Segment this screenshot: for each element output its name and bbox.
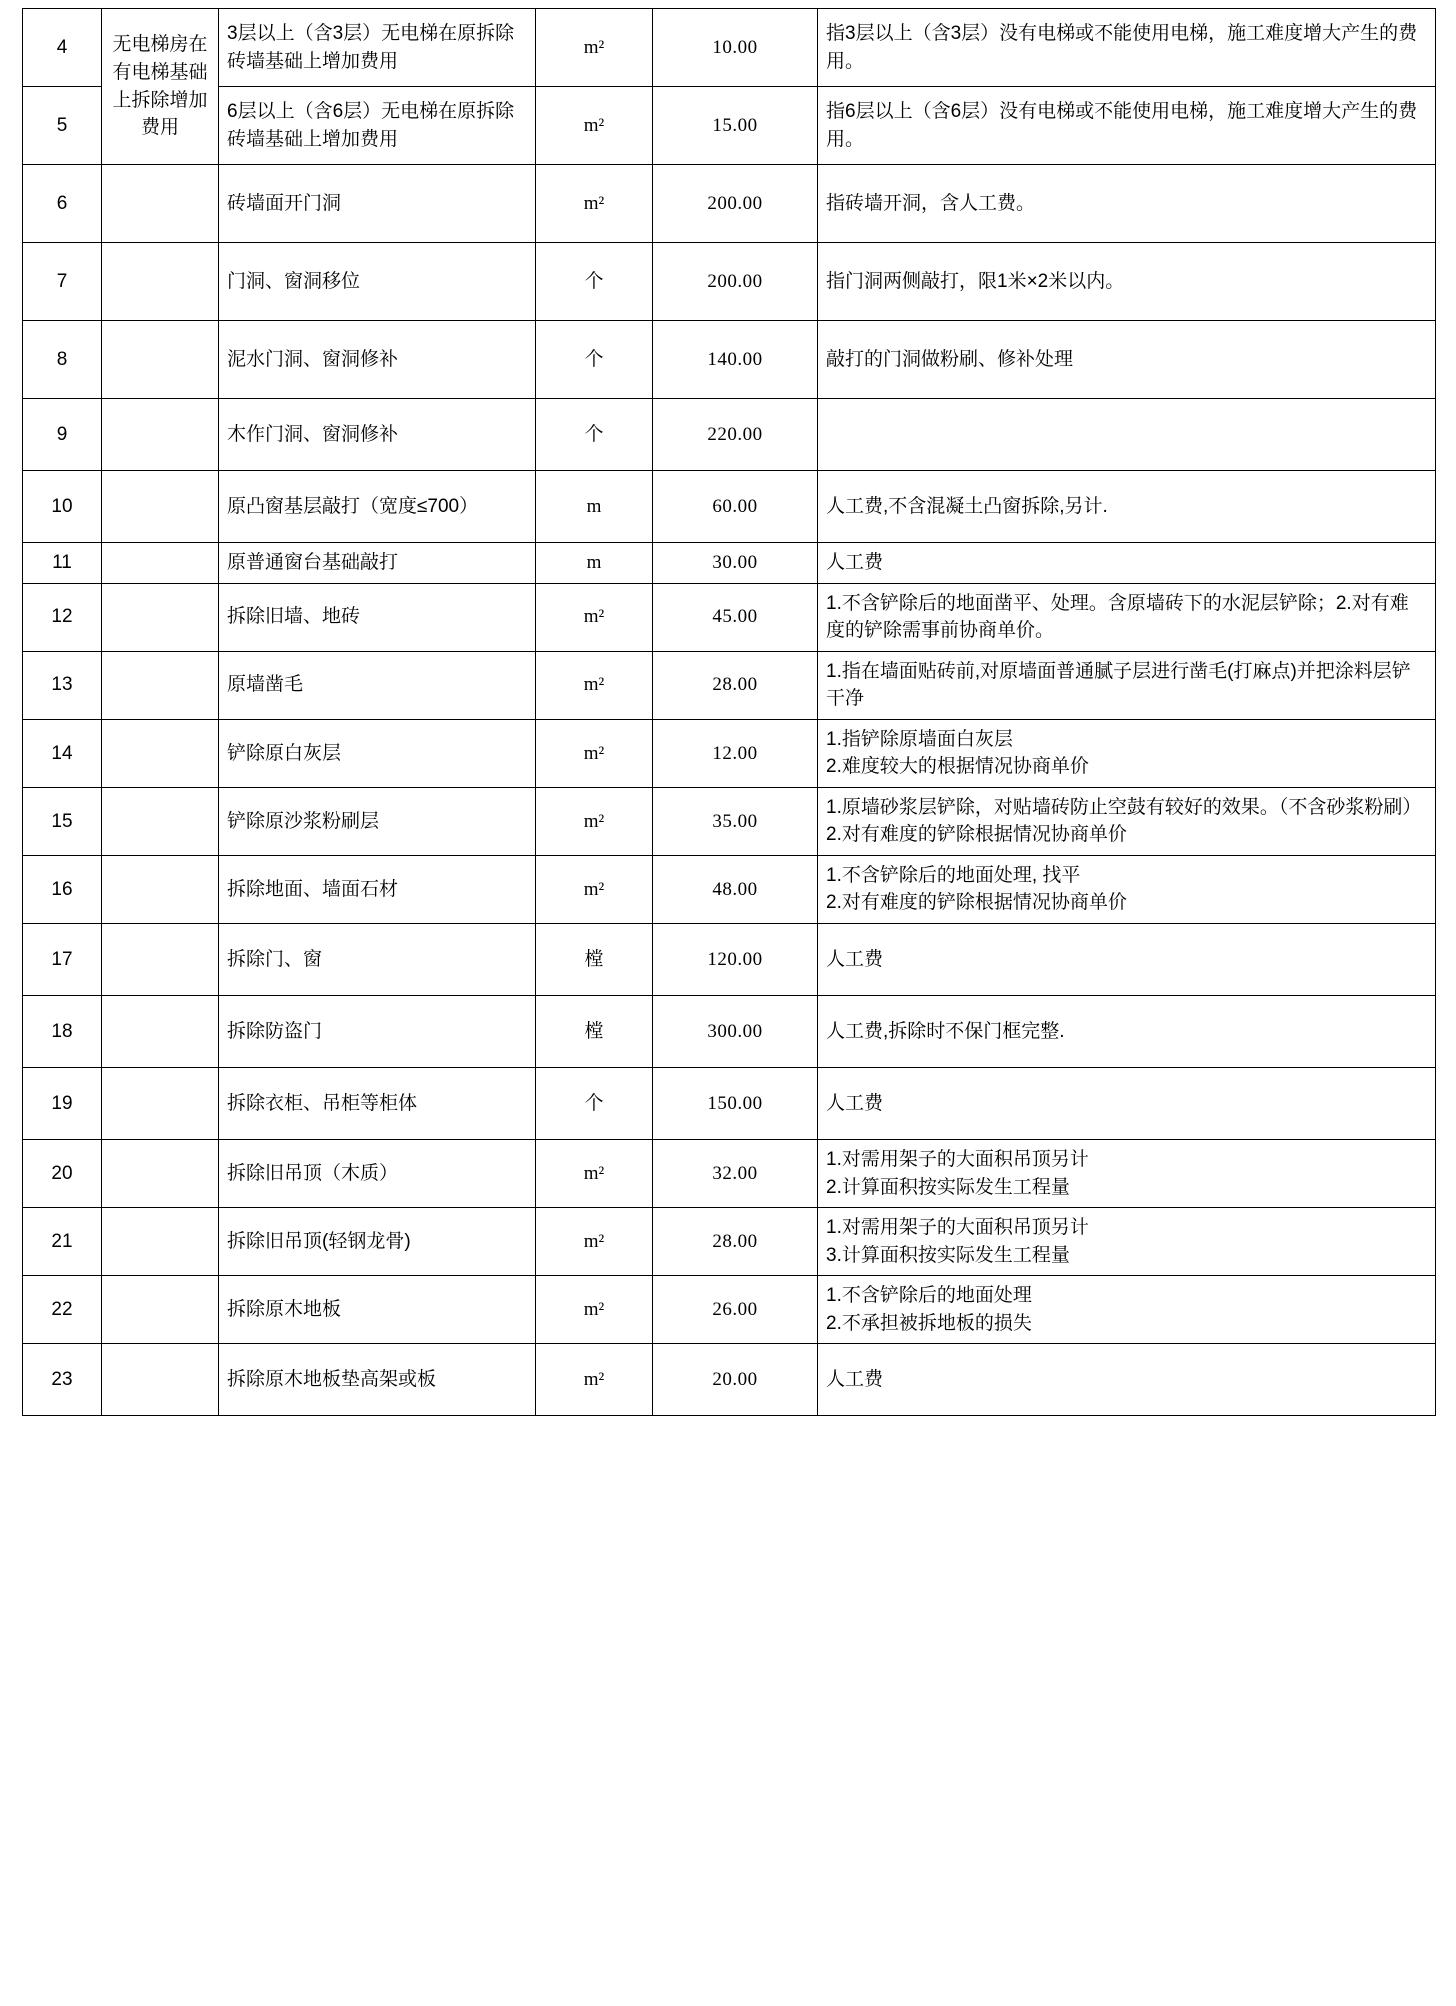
item-remark [818, 924, 1436, 996]
row-group [102, 165, 219, 243]
row-number: 9 [23, 399, 102, 471]
table-row [23, 996, 1436, 1068]
row-number: 4 [23, 9, 102, 87]
row-group: 无电梯房在有电梯基础上拆除增加费用 [102, 9, 219, 165]
remark-line: 1.原墙砂浆层铲除，对贴墙砖防止空鼓有较好的效果。（不含砂浆粉刷） [826, 796, 1422, 818]
remark-line: 人工费,拆除时不保门框完整. [826, 1020, 1065, 1042]
row-number: 20 [23, 1140, 102, 1208]
item-name: 木作门洞、窗洞修补 [219, 399, 536, 471]
remark-line: 人工费,不含混凝土凸窗拆除,另计. [826, 495, 1108, 517]
remark-line: 3.计算面积按实际发生工程量 [826, 1244, 1070, 1266]
table-row [23, 787, 1436, 855]
row-group [102, 996, 219, 1068]
item-unit: m² [536, 719, 653, 787]
item-name: 拆除衣柜、吊柜等柜体 [219, 1068, 536, 1140]
item-price: 20.00 [653, 1344, 818, 1416]
item-price: 140.00 [653, 321, 818, 399]
remark-line: 人工费 [826, 552, 884, 573]
row-number: 11 [23, 543, 102, 584]
row-number: 15 [23, 787, 102, 855]
item-price: 200.00 [653, 165, 818, 243]
table-row [23, 583, 1436, 651]
table-row [23, 471, 1436, 543]
item-name: 拆除原木地板垫高架或板 [219, 1344, 536, 1416]
remark-line: 1.不含铲除后的地面凿平、处理。含原墙砖下的水泥层铲除；2.对有难度的铲除需事前协商单价。 [826, 592, 1409, 642]
row-number: 17 [23, 924, 102, 996]
row-group [102, 855, 219, 923]
row-group [102, 243, 219, 321]
row-number: 14 [23, 719, 102, 787]
item-unit: 樘 [536, 924, 653, 996]
item-remark [818, 165, 1436, 243]
item-remark [818, 1276, 1436, 1344]
item-price: 12.00 [653, 719, 818, 787]
table-body [23, 9, 1436, 1416]
table-row [23, 321, 1436, 399]
row-number: 6 [23, 165, 102, 243]
table-row [23, 87, 1436, 165]
item-price: 220.00 [653, 399, 818, 471]
item-unit: 个 [536, 243, 653, 321]
demolition-price-table [22, 8, 1436, 1416]
remark-line: 2.难度较大的根据情况协商单价 [826, 756, 1089, 778]
item-remark [818, 543, 1436, 584]
remark-line: 指门洞两侧敲打，限1米×2米以内。 [826, 270, 1125, 292]
row-number: 12 [23, 583, 102, 651]
row-group [102, 1344, 219, 1416]
row-group [102, 399, 219, 471]
item-remark [818, 1208, 1436, 1276]
remark-line: 敲打的门洞做粉刷、修补处理 [826, 348, 1074, 370]
row-number: 16 [23, 855, 102, 923]
row-group [102, 719, 219, 787]
row-group [102, 1140, 219, 1208]
item-name: 铲除原白灰层 [219, 719, 536, 787]
item-price: 60.00 [653, 471, 818, 543]
table-row [23, 399, 1436, 471]
item-remark [818, 471, 1436, 543]
item-price: 28.00 [653, 1208, 818, 1276]
remark-line: 1.对需用架子的大面积吊顶另计 [826, 1217, 1089, 1239]
remark-line: 2.对有难度的铲除根据情况协商单价 [826, 892, 1127, 914]
remark-line: 1.对需用架子的大面积吊顶另计 [826, 1149, 1089, 1171]
item-price: 35.00 [653, 787, 818, 855]
row-number: 19 [23, 1068, 102, 1140]
item-unit: m [536, 543, 653, 584]
row-group [102, 543, 219, 584]
row-number: 10 [23, 471, 102, 543]
item-price: 32.00 [653, 1140, 818, 1208]
item-remark [818, 399, 1436, 471]
row-group [102, 321, 219, 399]
item-unit: m² [536, 787, 653, 855]
item-unit: m² [536, 1276, 653, 1344]
row-number: 5 [23, 87, 102, 165]
row-number: 23 [23, 1344, 102, 1416]
item-unit: 樘 [536, 996, 653, 1068]
item-price: 120.00 [653, 924, 818, 996]
remark-line: 人工费 [826, 1092, 884, 1114]
remark-line: 指6层以上（含6层）没有电梯或不能使用电梯，施工难度增大产生的费用。 [826, 100, 1418, 150]
table-row [23, 924, 1436, 996]
row-group [102, 1276, 219, 1344]
remark-line: 1.不含铲除后的地面处理, 找平 [826, 864, 1081, 886]
item-unit: m [536, 471, 653, 543]
row-number: 18 [23, 996, 102, 1068]
item-name: 拆除地面、墙面石材 [219, 855, 536, 923]
table-row [23, 9, 1436, 87]
item-name: 砖墙面开门洞 [219, 165, 536, 243]
item-name: 原普通窗台基础敲打 [219, 543, 536, 584]
item-remark [818, 787, 1436, 855]
table-row [23, 1276, 1436, 1344]
item-price: 48.00 [653, 855, 818, 923]
item-name: 原凸窗基层敲打（宽度≤700） [219, 471, 536, 543]
remark-line: 1.不含铲除后的地面处理 [826, 1285, 1032, 1307]
item-remark [818, 996, 1436, 1068]
item-name: 拆除门、窗 [219, 924, 536, 996]
table-row [23, 543, 1436, 584]
item-name: 3层以上（含3层）无电梯在原拆除砖墙基础上增加费用 [219, 9, 536, 87]
item-unit: m² [536, 1344, 653, 1416]
remark-line: 指砖墙开洞，含人工费。 [826, 192, 1036, 214]
row-group [102, 1068, 219, 1140]
item-unit: 个 [536, 321, 653, 399]
row-number: 7 [23, 243, 102, 321]
item-remark [818, 719, 1436, 787]
item-remark [818, 583, 1436, 651]
item-unit: m² [536, 87, 653, 165]
row-group [102, 787, 219, 855]
row-number: 13 [23, 651, 102, 719]
item-remark [818, 87, 1436, 165]
item-price: 15.00 [653, 87, 818, 165]
remark-line: 2.不承担被拆地板的损失 [826, 1312, 1032, 1334]
table-row [23, 1344, 1436, 1416]
remark-line: 2.对有难度的铲除根据情况协商单价 [826, 824, 1127, 846]
item-name: 原墙凿毛 [219, 651, 536, 719]
item-price: 200.00 [653, 243, 818, 321]
item-unit: m² [536, 583, 653, 651]
remark-line: 2.计算面积按实际发生工程量 [826, 1176, 1070, 1198]
item-unit: m² [536, 1140, 653, 1208]
item-price: 150.00 [653, 1068, 818, 1140]
table-row [23, 1208, 1436, 1276]
item-unit: m² [536, 1208, 653, 1276]
table-row [23, 1068, 1436, 1140]
row-group [102, 583, 219, 651]
item-name: 6层以上（含6层）无电梯在原拆除砖墙基础上增加费用 [219, 87, 536, 165]
row-number: 21 [23, 1208, 102, 1276]
item-price: 45.00 [653, 583, 818, 651]
table-row [23, 651, 1436, 719]
item-unit: m² [536, 651, 653, 719]
item-name: 拆除旧吊顶（木质） [219, 1140, 536, 1208]
item-price: 30.00 [653, 543, 818, 584]
item-remark [818, 9, 1436, 87]
item-name: 拆除防盗门 [219, 996, 536, 1068]
remark-line: 1.指铲除原墙面白灰层 [826, 728, 1013, 750]
item-price: 28.00 [653, 651, 818, 719]
remark-line: 1.指在墙面贴砖前,对原墙面普通腻子层进行凿毛(打麻点)并把涂料层铲干净 [826, 660, 1411, 710]
item-name: 门洞、窗洞移位 [219, 243, 536, 321]
item-remark [818, 1140, 1436, 1208]
table-row [23, 243, 1436, 321]
item-remark [818, 1344, 1436, 1416]
item-unit: 个 [536, 1068, 653, 1140]
item-name: 拆除旧墙、地砖 [219, 583, 536, 651]
item-name: 拆除旧吊顶(轻钢龙骨) [219, 1208, 536, 1276]
item-price: 26.00 [653, 1276, 818, 1344]
item-unit: m² [536, 855, 653, 923]
item-remark [818, 321, 1436, 399]
remark-line: 人工费 [826, 948, 884, 970]
item-remark [818, 855, 1436, 923]
row-group [102, 1208, 219, 1276]
item-unit: m² [536, 9, 653, 87]
table-row [23, 855, 1436, 923]
item-remark [818, 651, 1436, 719]
remark-line: 指3层以上（含3层）没有电梯或不能使用电梯，施工难度增大产生的费用。 [826, 22, 1418, 72]
item-name: 铲除原沙浆粉刷层 [219, 787, 536, 855]
item-unit: m² [536, 165, 653, 243]
item-remark [818, 243, 1436, 321]
item-remark [818, 1068, 1436, 1140]
table-row [23, 1140, 1436, 1208]
item-name: 拆除原木地板 [219, 1276, 536, 1344]
item-price: 300.00 [653, 996, 818, 1068]
table-row [23, 165, 1436, 243]
row-number: 8 [23, 321, 102, 399]
item-name: 泥水门洞、窗洞修补 [219, 321, 536, 399]
table-row [23, 719, 1436, 787]
item-price: 10.00 [653, 9, 818, 87]
row-group [102, 651, 219, 719]
remark-line: 人工费 [826, 1369, 884, 1391]
item-unit: 个 [536, 399, 653, 471]
row-group [102, 924, 219, 996]
row-group [102, 471, 219, 543]
row-number: 22 [23, 1276, 102, 1344]
